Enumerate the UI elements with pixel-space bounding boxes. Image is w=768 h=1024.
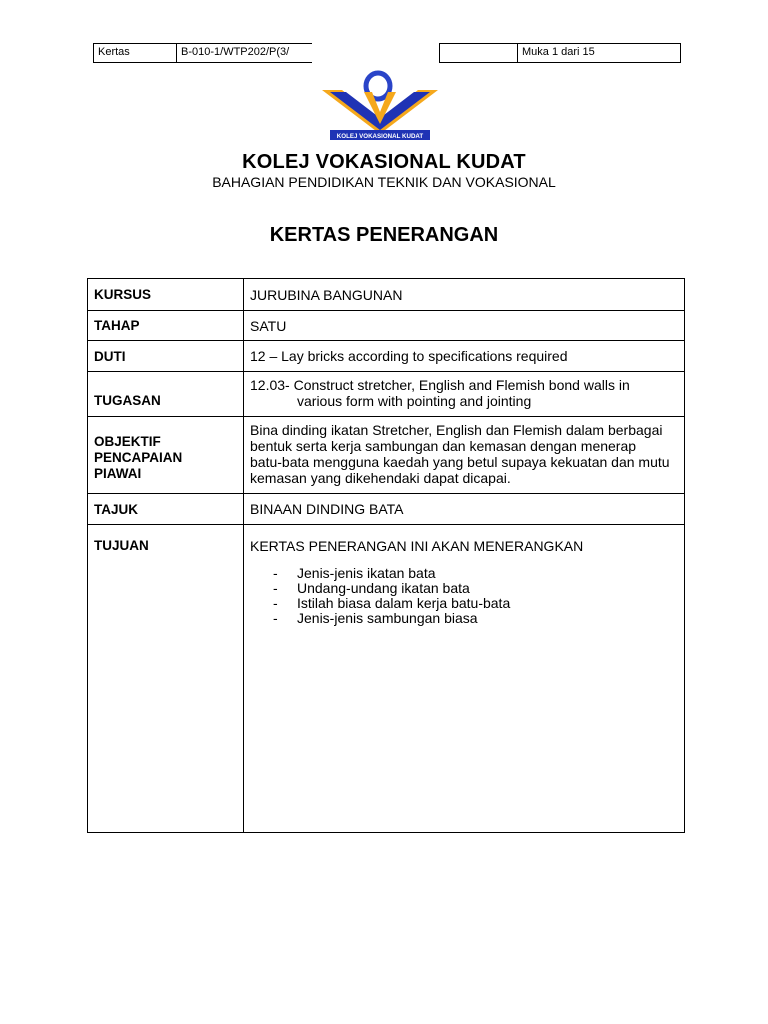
table-row-tahap xyxy=(88,311,685,341)
duti-label: DUTI xyxy=(88,341,244,372)
tugasan-value xyxy=(244,372,685,417)
objektif-value xyxy=(244,417,685,494)
table-row-kursus xyxy=(88,279,685,311)
course-info-table xyxy=(87,278,685,833)
tujuan-list xyxy=(250,566,678,626)
list-item: - Jenis-jenis sambungan biasa xyxy=(273,611,678,626)
list-item: - Istilah biasa dalam kerja batu-bata xyxy=(273,596,678,611)
document-reference-header xyxy=(93,43,681,63)
table-row-duti xyxy=(88,341,685,372)
list-item: - Undang-undang ikatan bata xyxy=(273,581,678,596)
table-row-tugasan xyxy=(88,372,685,417)
tahap-label: TAHAP xyxy=(88,311,244,341)
tugasan-line-1: 12.03- Construct stretcher, English and Flemish bond walls in xyxy=(250,377,630,393)
tajuk-label: TAJUK xyxy=(88,494,244,525)
objektif-label xyxy=(88,417,244,494)
kursus-label: KURSUS xyxy=(88,279,244,311)
logo-text: KOLEJ VOKASIONAL KUDAT xyxy=(336,133,424,140)
objektif-line-4: kemasan yang dikehendaki dapat dicapai. xyxy=(250,470,511,486)
objektif-line-2: bentuk serta kerja sambungan dan kemasan dengan menerap xyxy=(250,438,637,454)
tujuan-intro: KERTAS PENERANGAN INI AKAN MENERANGKAN xyxy=(250,538,584,554)
kursus-value: JURUBINA BANGUNAN xyxy=(244,279,685,311)
header-divider xyxy=(439,44,440,62)
tujuan-value xyxy=(244,525,685,833)
table-row-tajuk xyxy=(88,494,685,525)
tugasan-label: TUGASAN xyxy=(88,372,244,417)
list-item: - Jenis-jenis ikatan bata xyxy=(273,566,678,581)
header-gap xyxy=(312,43,439,65)
college-logo xyxy=(320,68,440,144)
tujuan-label: TUJUAN xyxy=(88,525,244,833)
institution-title: KOLEJ VOKASIONAL KUDAT xyxy=(242,151,526,173)
doc-label-cell: Kertas xyxy=(94,44,177,62)
objektif-label-line-3: PIAWAI xyxy=(94,466,142,481)
page-info-cell: Muka 1 dari 15 xyxy=(517,44,681,62)
objektif-label-line-2: PENCAPAIAN xyxy=(94,450,183,465)
document-type-title: KERTAS PENERANGAN xyxy=(269,224,499,246)
objektif-label-line-1: OBJEKTIF xyxy=(94,434,161,449)
tahap-value: SATU xyxy=(244,311,685,341)
table-row-tujuan xyxy=(88,525,685,833)
table-row-objektif xyxy=(88,417,685,494)
tugasan-line-2: various form with pointing and jointing xyxy=(297,393,532,409)
duti-value: 12 – Lay bricks according to specifications required xyxy=(244,341,685,372)
institution-subtitle: BAHAGIAN PENDIDIKAN TEKNIK DAN VOKASIONAL xyxy=(212,174,556,190)
objektif-line-1: Bina dinding ikatan Stretcher, English dan Flemish dalam berbagai xyxy=(250,422,663,438)
doc-code-cell: B-010-1/WTP202/P(3/ xyxy=(181,46,290,58)
objektif-line-3: batu-bata mengguna kaedah yang betul supaya kekuatan dan mutu xyxy=(250,454,670,470)
tajuk-value: BINAAN DINDING BATA xyxy=(244,494,685,525)
